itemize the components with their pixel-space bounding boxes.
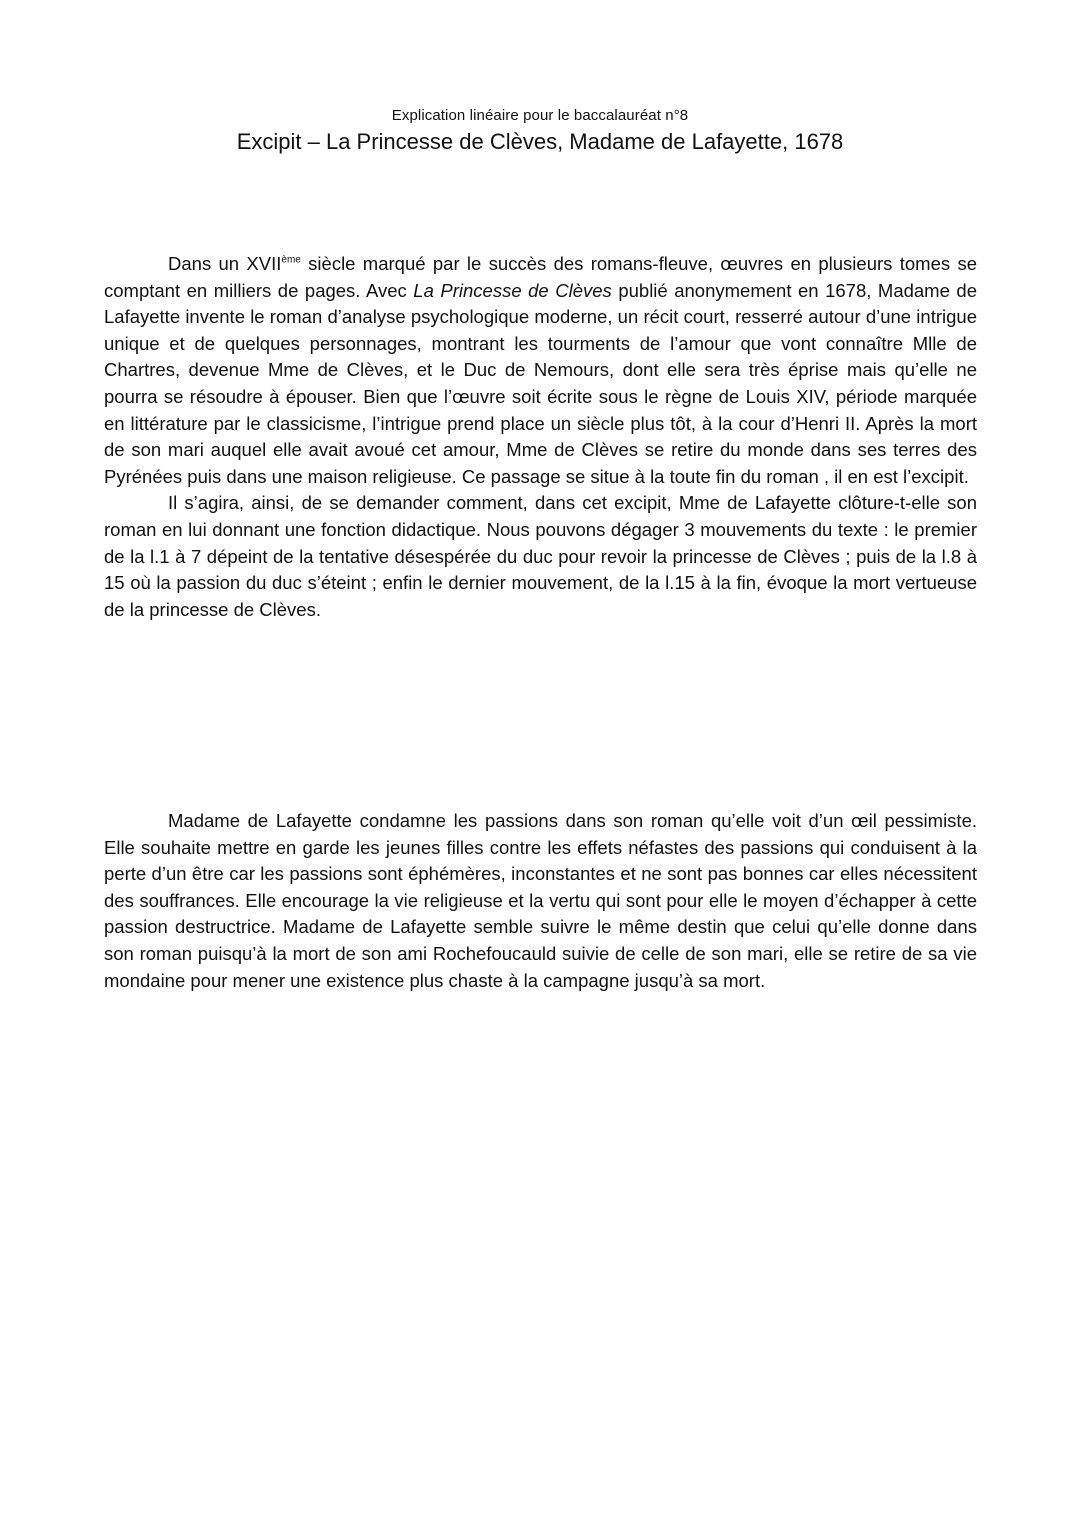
introduction-paragraph-1 <box>104 251 977 490</box>
introduction-section <box>104 251 977 623</box>
conclusion-paragraph: Madame de Lafayette condamne les passions dans son roman qu’elle voit d’un œil pessimiste. Elle souhaite mettre en garde les jeunes filles contre les effets néfastes des passions qui conduisent à la perte d’un être car les passions sont éphémères, inconstantes et ne sont pas bonnes car elles nécessitent des souffrances. Elle encourage la vie religieuse et la vertu qui sont pour elle le moyen d’échapper à cette passion destructrice. Madame de Lafayette semble suivre le même destin que celui qu’elle donne dans son roman puisqu’à la mort de son ami Rochefoucauld suivie de celle de son mari, elle se retire de sa vie mondaine pour mener une existence plus chaste à la campagne jusqu’à sa mort. <box>104 810 977 991</box>
document-subtitle: Explication linéaire pour le baccalauréat n°8 <box>391 107 689 124</box>
intro-text-b: siècle marqué par le succès des romans-fleuve, œuvres en plusieurs tomes se comptant en milliers de pages. Avec <box>104 253 977 301</box>
intro-text-a: Dans un XVII <box>168 253 282 274</box>
conclusion-section <box>104 808 977 994</box>
century-superscript: ème <box>281 254 301 266</box>
introduction-paragraph-2: Il s’agira, ainsi, de se demander comment, dans cet excipit, Mme de Lafayette clôture-t-elle son roman en lui donnant une fonction didactique. Nous pouvons dégager 3 mouvements du texte : le premier de la l.1 à 7 dépeint de la tentative désespérée du duc pour revoir la princesse de Clèves ; puis de la l.8 à 15 où la passion du duc s’éteint ; enfin le dernier mouvement, de la l.15 à la fin, évoque la mort vertueuse de la princesse de Clèves. <box>104 492 977 620</box>
document-title: Excipit – La Princesse de Clèves, Madame de Lafayette, 1678 <box>236 129 844 154</box>
intro-text-c: publié anonymement en 1678, Madame de Lafayette invente le roman d’analyse psychologique moderne, un récit court, resserré autour d’une intrigue unique et de quelques personnages, montrant les tourments de l’amour que vont connaître Mlle de Chartres, devenue Mme de Clèves, et le Duc de Nemours, dont elle sera très éprise mais qu’elle ne pourra se résoudre à épouser. Bien que l’œuvre soit écrite sous le règne de Louis XIV, période marquée en littérature par le classicisme, l’intrigue prend place un siècle plus tôt, à la cour d’Henri II. Après la mort de son mari auquel elle avait avoué cet amour, Mme de Clèves se retire du monde dans ses terres des Pyrénées puis dans une maison religieuse. Ce passage se situe à la toute fin du roman , il en est l’excipit. <box>104 279 977 487</box>
novel-title-italic: La Princesse de Clèves <box>413 279 612 301</box>
